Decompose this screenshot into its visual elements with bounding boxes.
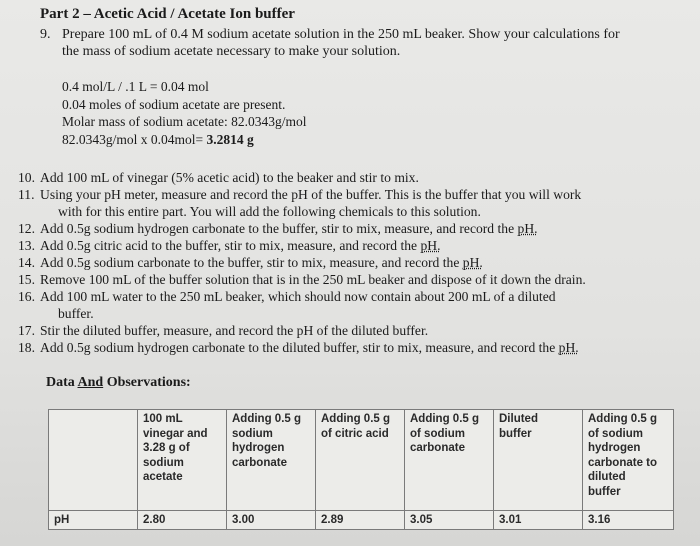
header-line: acetate [143, 471, 183, 483]
header-line: carbonate [410, 442, 465, 454]
ph-value: 3.05 [405, 511, 494, 530]
step-number: 10. [18, 170, 35, 185]
header-line: buffer [499, 427, 532, 440]
column-header [405, 410, 494, 511]
calc-line-1: 0.4 mol/L / .1 L = 0.04 mol [62, 79, 209, 94]
step-13 [18, 237, 688, 254]
step-number: 17. [18, 323, 35, 338]
step-text: Add 100 mL water to the 250 mL beaker, which should now contain about 200 mL of a diluted [40, 289, 556, 304]
calc-line-4 [62, 131, 306, 149]
ph-value: 3.16 [583, 511, 674, 530]
step-tail: pH. [558, 340, 579, 355]
column-header [316, 410, 405, 511]
column-header [227, 410, 316, 511]
step-12 [18, 220, 688, 237]
step-text: Remove 100 mL of the buffer solution that is in the 250 mL beaker and dispose of it down the drain. [40, 272, 586, 287]
step-text: Using your pH meter, measure and record the pH of the buffer. This is the buffer that you will work [40, 187, 582, 202]
step-9-line1: Prepare 100 mL of 0.4 M sodium acetate solution in the 250 mL beaker. Show your calculations for [62, 27, 620, 42]
table-header-row [49, 410, 674, 511]
heading-word: Data [46, 375, 78, 390]
step-text: Stir the diluted buffer, measure, and record the pH of the diluted buffer. [40, 323, 429, 338]
part-title: Part 2 – Acetic Acid / Acetate Ion buffer [40, 6, 295, 22]
calc-line-3: Molar mass of sodium acetate: 82.0343g/mol [62, 114, 307, 129]
data-observations-heading [46, 375, 191, 391]
step-16-cont: buffer. [58, 306, 94, 321]
step-number: 15. [18, 272, 35, 287]
heading-word: Observations: [103, 375, 191, 390]
header-line: buffer [588, 485, 621, 498]
header-line: vinegar and [143, 427, 208, 440]
ph-value: 3.00 [227, 511, 316, 530]
table-row [49, 511, 674, 530]
row-label-ph: pH [49, 511, 138, 530]
calc-line-2: 0.04 moles of sodium acetate are present. [62, 96, 286, 112]
table-corner-cell [49, 410, 138, 511]
step-tail: pH. [420, 238, 441, 253]
step-number: 11. [18, 187, 35, 202]
step-tail: pH. [462, 255, 483, 270]
header-line: Adding 0.5 g [232, 413, 301, 425]
header-line: Adding 0.5 g [410, 413, 479, 425]
step-18 [18, 339, 688, 356]
step-number: 13. [18, 238, 35, 253]
ph-value: 2.89 [316, 511, 405, 530]
ph-value: 2.80 [138, 511, 227, 530]
header-line: carbonate to [588, 456, 658, 469]
calculation-block [62, 78, 306, 148]
step-tail: pH. [517, 221, 538, 236]
header-line: Adding 0.5 g [321, 413, 390, 425]
header-line: of sodium [410, 427, 465, 440]
step-10 [18, 169, 688, 186]
calc-line-4-prefix: 82.0343g/mol x 0.04mol= [62, 131, 207, 147]
header-line: sodium [232, 427, 273, 440]
step-text: Add 0.5g sodium carbonate to the buffer, stir to mix, measure, and record the [40, 255, 463, 270]
heading-word: And [77, 375, 104, 390]
header-line: diluted [588, 471, 626, 483]
ph-value: 3.01 [494, 511, 583, 530]
step-9-number: 9. [40, 27, 51, 42]
step-text: Add 0.5g sodium hydrogen carbonate to the buffer, stir to mix, measure, and record the [40, 221, 518, 236]
header-line: 100 mL [143, 413, 183, 425]
header-line: 3.28 g of [143, 442, 190, 454]
header-line: of sodium [588, 427, 643, 440]
column-header [583, 410, 674, 511]
step-16 [18, 288, 688, 305]
step-9 [40, 26, 620, 60]
step-9-line2: the mass of sodium acetate necessary to make your solution. [62, 44, 401, 59]
header-line: hydrogen [588, 442, 641, 454]
step-15 [18, 271, 688, 288]
step-14 [18, 254, 688, 271]
header-line: hydrogen [232, 442, 285, 454]
procedure-steps [18, 169, 688, 356]
column-header [138, 410, 227, 511]
header-line: of citric acid [321, 427, 389, 440]
header-line: Diluted [499, 413, 538, 425]
observations-table [48, 409, 674, 530]
step-11 [18, 186, 688, 203]
step-number: 14. [18, 255, 35, 270]
step-number: 16. [18, 289, 35, 304]
header-line: sodium [143, 456, 184, 469]
step-text: Add 0.5g sodium hydrogen carbonate to the diluted buffer, stir to mix, measure, and record the [40, 340, 559, 355]
step-number: 12. [18, 221, 35, 236]
step-11-cont: with for this entire part. You will add the following chemicals to this solution. [58, 204, 481, 219]
step-17 [18, 322, 688, 339]
step-text: Add 0.5g citric acid to the buffer, stir to mix, measure, and record the [40, 238, 421, 253]
column-header [494, 410, 583, 511]
step-text: Add 100 mL of vinegar (5% acetic acid) to the beaker and stir to mix. [40, 170, 419, 185]
step-number: 18. [18, 340, 35, 355]
header-line: Adding 0.5 g [588, 413, 657, 425]
header-line: carbonate [232, 456, 287, 469]
calc-result: 3.2814 g [206, 131, 254, 147]
